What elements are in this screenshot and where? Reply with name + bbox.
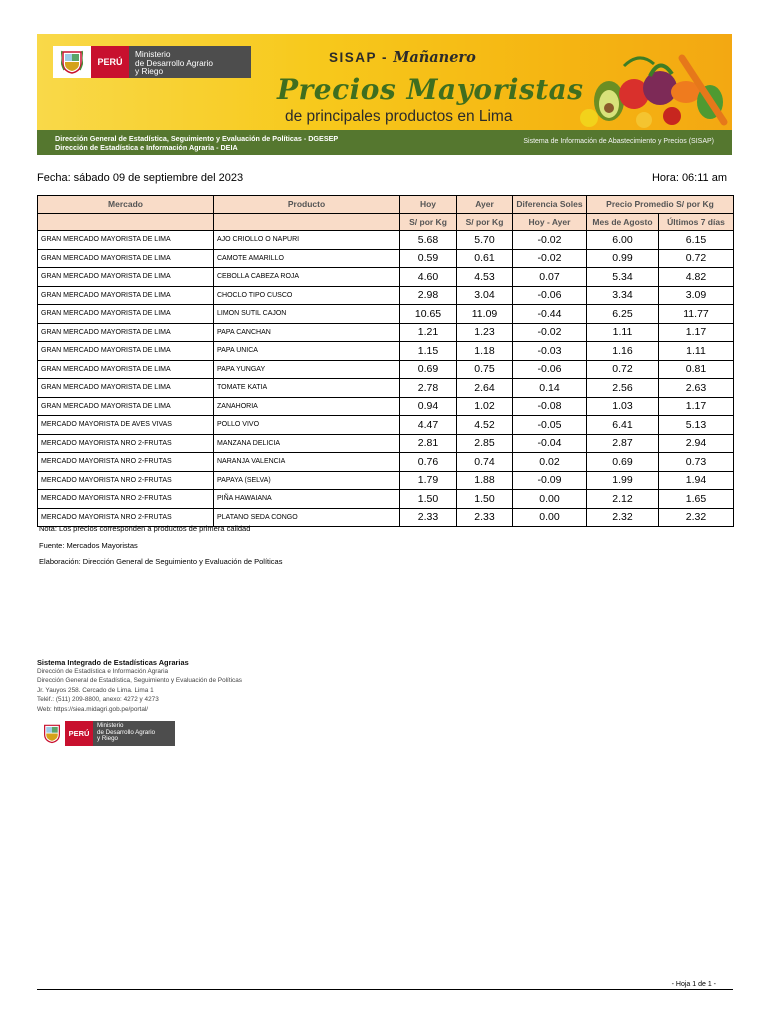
ministry-name-line: de Desarrollo Agrario (97, 728, 156, 736)
cell-mercado: GRAN MERCADO MAYORISTA DE LIMA (38, 231, 214, 250)
cell-hoy: 1.79 (400, 471, 457, 490)
page-number: - Hoja 1 de 1 - (671, 981, 716, 988)
cell-ayer: 0.75 (457, 360, 513, 379)
cell-ultimos-7-dias: 2.63 (659, 379, 734, 398)
cell-producto: CAMOTE AMARILLO (214, 249, 400, 268)
price-table-body (38, 231, 734, 527)
table-row (38, 416, 734, 435)
cell-ultimos-7-dias: 1.65 (659, 490, 734, 509)
cell-diferencia: -0.04 (513, 434, 587, 453)
contact-line: Teléf.: (511) 209-8800, anexo: 4272 y 4273 (37, 696, 159, 704)
table-row (38, 490, 734, 509)
cell-diferencia: -0.02 (513, 231, 587, 250)
cell-mes-agosto: 2.87 (587, 434, 659, 453)
notes (39, 521, 282, 571)
subheader-empty (38, 213, 214, 231)
report-time: Hora: 06:11 am (651, 172, 727, 184)
cell-producto: PAPA CANCHAN (214, 323, 400, 342)
cell-diferencia: -0.02 (513, 323, 587, 342)
cell-ayer: 2.85 (457, 434, 513, 453)
cell-hoy: 4.60 (400, 268, 457, 287)
subheader-hoy-unit: S/ por Kg (400, 213, 457, 231)
contact-web-link[interactable]: Web: https://siea.midagri.gob.pe/portal/ (37, 705, 149, 713)
cell-diferencia: 0.07 (513, 268, 587, 287)
peru-label: PERÚ (91, 46, 129, 78)
cell-ultimos-7-dias: 0.73 (659, 453, 734, 472)
cell-hoy: 5.68 (400, 231, 457, 250)
cell-mercado: GRAN MERCADO MAYORISTA DE LIMA (38, 379, 214, 398)
banner-title: Precios Mayoristas (277, 73, 584, 106)
cell-producto: MANZANA DELICIA (214, 434, 400, 453)
cell-mes-agosto: 0.72 (587, 360, 659, 379)
ministry-logo (53, 46, 251, 78)
ministry-name (129, 46, 251, 78)
cell-mercado: GRAN MERCADO MAYORISTA DE LIMA (38, 360, 214, 379)
contact-line: Dirección de Estadística e Información Agraria (37, 668, 169, 675)
cell-mercado: GRAN MERCADO MAYORISTA DE LIMA (38, 305, 214, 324)
subheader-mes: Mes de Agosto (587, 213, 659, 231)
cell-ayer: 2.64 (457, 379, 513, 398)
column-header-producto: Producto (214, 196, 400, 214)
sisap-label: SISAP - (329, 50, 394, 65)
ministry-name-line: y Riego (135, 66, 164, 77)
table-row (38, 249, 734, 268)
cell-ayer: 1.02 (457, 397, 513, 416)
column-header-ayer: Ayer (457, 196, 513, 214)
cell-diferencia: -0.03 (513, 342, 587, 361)
cell-producto: PIÑA HAWAIANA (214, 490, 400, 509)
contact-title: Sistema Integrado de Estadísticas Agrarias (37, 658, 189, 667)
cell-producto: NARANJA VALENCIA (214, 453, 400, 472)
cell-producto: AJO CRIOLLO O NAPURI (214, 231, 400, 250)
cell-hoy: 1.15 (400, 342, 457, 361)
cell-producto: PLATANO SEDA CONGO (214, 508, 400, 527)
ministry-logo-small (37, 721, 175, 746)
cell-ayer: 1.23 (457, 323, 513, 342)
subheader-empty (214, 213, 400, 231)
contact-line: Dirección General de Estadística, Seguimiento y Evaluación de Políticas (37, 677, 242, 685)
table-header-row (38, 196, 734, 214)
price-table (37, 195, 734, 527)
cell-producto: PAPA YUNGAY (214, 360, 400, 379)
cell-producto: PAPAYA (SELVA) (214, 471, 400, 490)
cell-mes-agosto: 0.69 (587, 453, 659, 472)
cell-mes-agosto: 1.03 (587, 397, 659, 416)
column-header-diferencia: Diferencia Soles (513, 196, 587, 214)
cell-mes-agosto: 3.34 (587, 286, 659, 305)
cell-ayer: 1.50 (457, 490, 513, 509)
cell-ultimos-7-dias: 2.32 (659, 508, 734, 527)
cell-diferencia: 0.02 (513, 453, 587, 472)
ministry-name-line: Ministerio (97, 722, 124, 730)
table-row (38, 434, 734, 453)
cell-hoy: 0.76 (400, 453, 457, 472)
cell-mercado: MERCADO MAYORISTA NRO 2-FRUTAS (38, 508, 214, 527)
cell-mes-agosto: 5.34 (587, 268, 659, 287)
table-subheader-row (38, 213, 734, 231)
table-row (38, 360, 734, 379)
cell-producto: CHOCLO TIPO CUSCO (214, 286, 400, 305)
cell-mes-agosto: 6.00 (587, 231, 659, 250)
table-row (38, 231, 734, 250)
cell-producto: POLLO VIVO (214, 416, 400, 435)
cell-diferencia: -0.06 (513, 286, 587, 305)
cell-mes-agosto: 2.56 (587, 379, 659, 398)
cell-ayer: 2.33 (457, 508, 513, 527)
cell-ultimos-7-dias: 1.17 (659, 323, 734, 342)
cell-ultimos-7-dias: 1.94 (659, 471, 734, 490)
cell-ayer: 1.88 (457, 471, 513, 490)
table-row (38, 471, 734, 490)
cell-hoy: 2.33 (400, 508, 457, 527)
cell-mercado: MERCADO MAYORISTA NRO 2-FRUTAS (38, 471, 214, 490)
cell-ayer: 0.61 (457, 249, 513, 268)
cell-diferencia: -0.02 (513, 249, 587, 268)
contact-line: Jr. Yauyos 258. Cercado de Lima. Lima 1 (37, 686, 154, 694)
ministry-name (93, 721, 175, 746)
cell-diferencia: 0.00 (513, 490, 587, 509)
ministry-name-line: de Desarrollo Agrario (135, 57, 213, 68)
cell-hoy: 1.50 (400, 490, 457, 509)
cell-diferencia: -0.44 (513, 305, 587, 324)
cell-ayer: 0.74 (457, 453, 513, 472)
table-row (38, 453, 734, 472)
cell-hoy: 1.21 (400, 323, 457, 342)
cell-mercado: GRAN MERCADO MAYORISTA DE LIMA (38, 323, 214, 342)
cell-hoy: 2.81 (400, 434, 457, 453)
cell-diferencia: -0.06 (513, 360, 587, 379)
cell-hoy: 0.59 (400, 249, 457, 268)
cell-hoy: 2.98 (400, 286, 457, 305)
cell-producto: LIMON SUTIL CAJON (214, 305, 400, 324)
cell-mes-agosto: 2.32 (587, 508, 659, 527)
column-header-mercado: Mercado (38, 196, 214, 214)
table-row (38, 379, 734, 398)
note-quality: Nota: Los precios corresponden a productos de primera calidad (39, 524, 251, 533)
vegetables-illustration-icon (564, 46, 732, 130)
cell-mes-agosto: 6.41 (587, 416, 659, 435)
cell-mercado: GRAN MERCADO MAYORISTA DE LIMA (38, 286, 214, 305)
sisap-heading (329, 49, 476, 66)
cell-ultimos-7-dias: 0.81 (659, 360, 734, 379)
table-row (38, 397, 734, 416)
header-banner (37, 34, 732, 155)
cell-ayer: 4.53 (457, 268, 513, 287)
cell-ultimos-7-dias: 0.72 (659, 249, 734, 268)
subheader-ayer-unit: S/ por Kg (457, 213, 513, 231)
cell-mercado: GRAN MERCADO MAYORISTA DE LIMA (38, 397, 214, 416)
subheader-diferencia: Hoy - Ayer (513, 213, 587, 231)
table-row (38, 286, 734, 305)
cell-mercado: MERCADO MAYORISTA NRO 2-FRUTAS (38, 490, 214, 509)
cell-ayer: 5.70 (457, 231, 513, 250)
report-date: Fecha: sábado 09 de septiembre del 2023 (37, 172, 244, 184)
cell-diferencia: -0.09 (513, 471, 587, 490)
cell-mercado: MERCADO MAYORISTA NRO 2-FRUTAS (38, 434, 214, 453)
cell-ultimos-7-dias: 1.17 (659, 397, 734, 416)
ministry-name-line: y Riego (97, 735, 118, 743)
cell-ayer: 1.18 (457, 342, 513, 361)
cell-ultimos-7-dias: 1.11 (659, 342, 734, 361)
banner-footer-strip (37, 130, 732, 155)
cell-hoy: 2.78 (400, 379, 457, 398)
footer-divider (37, 989, 733, 990)
cell-hoy: 0.94 (400, 397, 457, 416)
cell-mercado: MERCADO MAYORISTA DE AVES VIVAS (38, 416, 214, 435)
cell-ultimos-7-dias: 5.13 (659, 416, 734, 435)
table-row (38, 305, 734, 324)
cell-mercado: GRAN MERCADO MAYORISTA DE LIMA (38, 268, 214, 287)
cell-ultimos-7-dias: 3.09 (659, 286, 734, 305)
column-header-hoy: Hoy (400, 196, 457, 214)
cell-hoy: 4.47 (400, 416, 457, 435)
cell-mes-agosto: 1.99 (587, 471, 659, 490)
cell-diferencia: -0.08 (513, 397, 587, 416)
deia-label: Dirección de Estadística e Información Agraria - DEIA (55, 143, 238, 152)
cell-mercado: MERCADO MAYORISTA NRO 2-FRUTAS (38, 453, 214, 472)
cell-ultimos-7-dias: 2.94 (659, 434, 734, 453)
cell-mes-agosto: 1.11 (587, 323, 659, 342)
cell-ultimos-7-dias: 4.82 (659, 268, 734, 287)
cell-mercado: GRAN MERCADO MAYORISTA DE LIMA (38, 249, 214, 268)
cell-mercado: GRAN MERCADO MAYORISTA DE LIMA (38, 342, 214, 361)
cell-mes-agosto: 2.12 (587, 490, 659, 509)
sisap-system-label: Sistema de Información de Abastecimiento y Precios (SISAP) (523, 138, 714, 145)
ministry-name-line: Ministerio (135, 49, 171, 59)
cell-diferencia: 0.00 (513, 508, 587, 527)
table-row (38, 268, 734, 287)
banner-subtitle: de principales productos en Lima (285, 108, 513, 125)
cell-ayer: 4.52 (457, 416, 513, 435)
note-source: Fuente: Mercados Mayoristas (39, 540, 138, 550)
cell-diferencia: 0.14 (513, 379, 587, 398)
cell-ayer: 3.04 (457, 286, 513, 305)
cell-mes-agosto: 0.99 (587, 249, 659, 268)
peru-coat-of-arms-icon (43, 723, 61, 744)
table-row (38, 342, 734, 361)
peru-coat-of-arms-icon (61, 50, 83, 74)
edition-label: Mañanero (393, 49, 476, 66)
cell-producto: CEBOLLA CABEZA ROJA (214, 268, 400, 287)
cell-producto: TOMATE KATIA (214, 379, 400, 398)
note-elaboration: Elaboración: Dirección General de Seguimiento y Evaluación de Políticas (39, 557, 283, 566)
cell-hoy: 10.65 (400, 305, 457, 324)
table-row (38, 323, 734, 342)
column-header-promedio: Precio Promedio S/ por Kg (587, 196, 734, 214)
cell-ayer: 11.09 (457, 305, 513, 324)
peru-label: PERÚ (65, 721, 93, 746)
dgesep-label: Dirección General de Estadística, Seguimiento y Evaluación de Políticas - DGESEP (55, 134, 339, 143)
cell-producto: PAPA UNICA (214, 342, 400, 361)
cell-mes-agosto: 6.25 (587, 305, 659, 324)
cell-mes-agosto: 1.16 (587, 342, 659, 361)
cell-ultimos-7-dias: 11.77 (659, 305, 734, 324)
contact-info (37, 658, 263, 750)
cell-diferencia: -0.05 (513, 416, 587, 435)
cell-ultimos-7-dias: 6.15 (659, 231, 734, 250)
subheader-ultimos: Últimos 7 días (659, 213, 734, 231)
cell-producto: ZANAHORIA (214, 397, 400, 416)
cell-hoy: 0.69 (400, 360, 457, 379)
